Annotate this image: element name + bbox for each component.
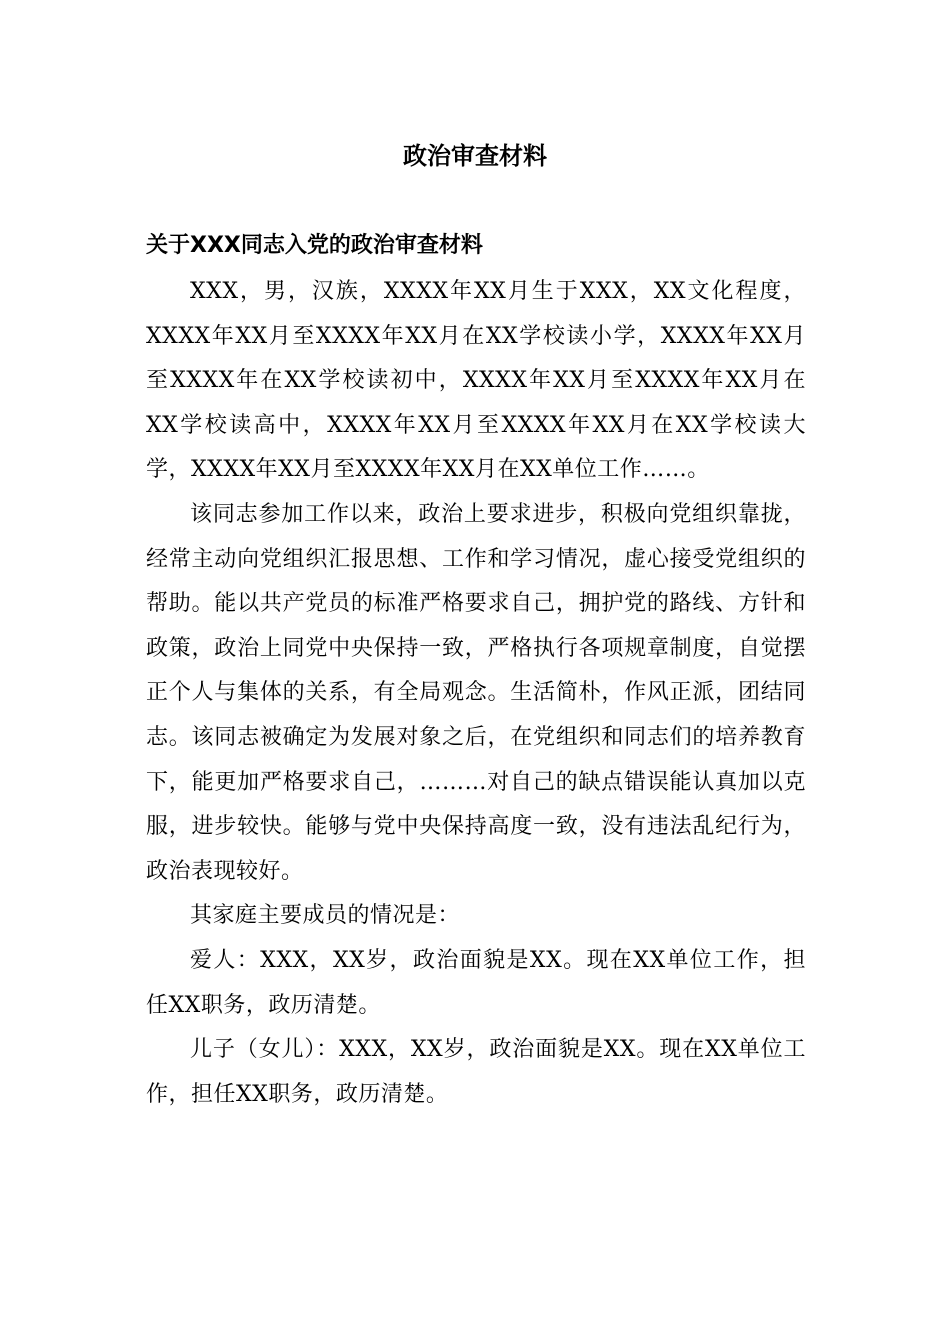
paragraph-family-intro: 其家庭主要成员的情况是： [190, 903, 461, 929]
paragraph-child: 儿子（女儿）：XXX，XX岁，政治面貌是XX。现在XX单位工作，担任XX职务，政历清楚。 [146, 1037, 806, 1107]
paragraph-personal-history: XXX，男，汉族，XXXX年XX月生于XXX，XX文化程度，XXXX年XX月至XXXX年XX月在XX学校读小学，XXXX年XX月至XXXX年在XX学校读初中，XXXX年XX月至XXXX年XX月在XX学校读高中，XXXX年XX月至XXXX年XX月在XX学校读大学，XXXX年XX月至XXXX年XX月在XX单位工作……。 [146, 279, 806, 483]
document-body [146, 270, 806, 1117]
paragraph-spouse: 爱人：XXX，XX岁，政治面貌是XX。现在XX单位工作，担任XX职务，政历清楚。 [146, 947, 806, 1018]
document-title: 政治审查材料 [403, 142, 547, 170]
document-subtitle: 关于XXX同志入党的政治审查材料 [146, 233, 483, 258]
paragraph-political-evaluation: 该同志参加工作以来，政治上要求进步，积极向党组织靠拢，经常主动向党组织汇报思想、工作和学习情况，虚心接受党组织的帮助。能以共产党员的标准严格要求自己，拥护党的路线、方针和政策，政治上同党中央保持一致，严格执行各项规章制度，自觉摆正个人与集体的关系，有全局观念。生活简朴，作风正派，团结同志。该同志被确定为发展对象之后，在党组织和同志们的培养教育下，能更加严格要求自己，………对自己的缺点错误能认真加以克服，进步较快。能够与党中央保持高度一致，没有违法乱纪行为，政治表现较好。 [146, 501, 806, 884]
